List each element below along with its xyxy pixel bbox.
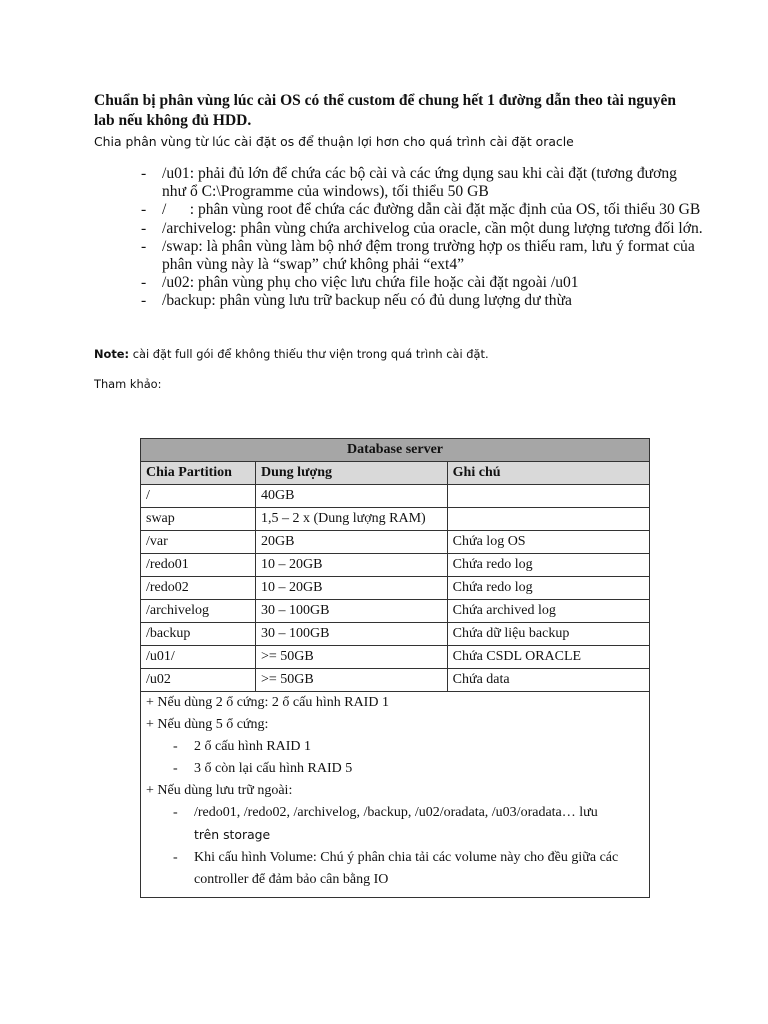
note-label: Note: [94, 347, 130, 361]
table-cell: 1,5 – 2 x (Dung lượng RAM) [256, 508, 448, 531]
table-row [141, 577, 650, 600]
list-item-text: /redo01, /redo02, /archivelog, /backup, /u02/oradata, /u03/oradata… lưu [194, 805, 598, 820]
partition-bullet-list [94, 165, 704, 311]
table-row [141, 554, 650, 577]
list-item: - 3 ổ còn lại cấu hình RAID 5 [173, 761, 353, 776]
list-item-text: 2 ổ cấu hình RAID 1 [194, 739, 312, 754]
raid-note-5-disks: + Nếu dùng 5 ổ cứng: [146, 717, 269, 732]
table-notes-row [141, 692, 650, 898]
note-text: cài đặt full gói để không thiếu thư viện trong quá trình cài đặt. [129, 347, 489, 361]
list-item: - / : phân vùng root để chứa các đường dẫn cài đặt mặc định của OS, tối thiểu 30 GB [141, 201, 701, 219]
table-cell: /backup [141, 623, 256, 646]
install-note [94, 346, 714, 362]
column-header: Dung lượng [256, 462, 448, 485]
list-item-text: /backup: phân vùng lưu trữ backup nếu có đủ dung lượng dư thừa [162, 292, 572, 310]
table-cell: /u02 [141, 669, 256, 692]
database-server-table [140, 438, 650, 898]
table-cell: /var [141, 531, 256, 554]
list-item: - /archivelog: phân vùng chứa archivelog của oracle, cần một dung lượng tương đối lớn. [141, 219, 703, 237]
table-cell: 10 – 20GB [256, 554, 448, 577]
table-cell: 40GB [256, 485, 448, 508]
table-cell: swap [141, 508, 256, 531]
list-item: - /redo01, /redo02, /archivelog, /backup, /u02/oradata, /u03/oradata… lưu trên storage [173, 805, 598, 842]
external-storage-note: + Nếu dùng lưu trữ ngoài: [146, 783, 293, 798]
list-item: - /backup: phân vùng lưu trữ backup nếu có đủ dung lượng dư thừa [141, 292, 572, 310]
list-item-text: /swap: là phân vùng làm bộ nhớ đệm trong trường hợp os thiếu ram, lưu ý format của phân vùng này là “swap” chứ không phải “ext4” [162, 237, 695, 274]
table-cell: Chứa archived log [447, 600, 649, 623]
table-cell: 10 – 20GB [256, 577, 448, 600]
storage-notes [141, 692, 650, 898]
list-item: - /u01: phải đủ lớn để chứa các bộ cài và các ứng dụng sau khi cài đặt (tương đương như ổ C:\Programme của windows), tối thiểu 50 GB [141, 165, 677, 201]
table-row [141, 508, 650, 531]
table-cell: /redo02 [141, 577, 256, 600]
list-item-text: Khi cấu hình Volume: Chú ý phân chia tải các volume này cho đều giữa các controller để đảm bảo cân bằng IO [194, 850, 619, 887]
table-cell: Chứa dữ liệu backup [447, 623, 649, 646]
table-cell: 30 – 100GB [256, 623, 448, 646]
table-cell: /redo01 [141, 554, 256, 577]
table-cell: Chứa redo log [447, 554, 649, 577]
column-header: Chia Partition [141, 462, 256, 485]
table-title: Database server [141, 439, 650, 462]
table-cell: >= 50GB [256, 646, 448, 669]
column-header: Ghi chú [447, 462, 649, 485]
table-cell: Chứa log OS [447, 531, 649, 554]
table-cell: /archivelog [141, 600, 256, 623]
table-row [141, 600, 650, 623]
table-row [141, 623, 650, 646]
document-heading: Chuẩn bị phân vùng lúc cài OS có thể custom để chung hết 1 đường dẫn theo tài nguyên lab nếu không đủ HDD. [94, 92, 677, 129]
list-item-text: / : phân vùng root để chứa các đường dẫn cài đặt mặc định của OS, tối thiểu 30 GB [162, 201, 701, 219]
document-subheading: Chia phân vùng từ lúc cài đặt os để thuận lợi hơn cho quá trình cài đặt oracle [94, 134, 574, 149]
table-cell [447, 485, 649, 508]
table-cell: /u01/ [141, 646, 256, 669]
list-item-text: /u02: phân vùng phụ cho việc lưu chứa file hoặc cài đặt ngoài /u01 [162, 274, 579, 292]
table-cell: / [141, 485, 256, 508]
list-item: - /swap: là phân vùng làm bộ nhớ đệm trong trường hợp os thiếu ram, lưu ý format của phân vùng này là “swap” chứ không phải “ext4” [141, 237, 695, 274]
table-cell [447, 508, 649, 531]
table-row [141, 485, 650, 508]
table-cell: Chứa data [447, 669, 649, 692]
table-cell: 30 – 100GB [256, 600, 448, 623]
table-row [141, 646, 650, 669]
reference-label: Tham khảo: [94, 377, 162, 391]
table-row [141, 531, 650, 554]
list-item-text: /archivelog: phân vùng chứa archivelog của oracle, cần một dung lượng tương đối lớn. [162, 219, 703, 237]
table-title-row [141, 439, 650, 462]
table-cell: Chứa redo log [447, 577, 649, 600]
raid-note-2-disks: + Nếu dùng 2 ổ cứng: 2 ổ cấu hình RAID 1 [146, 695, 389, 710]
table-cell: Chứa CSDL ORACLE [447, 646, 649, 669]
list-item: - Khi cấu hình Volume: Chú ý phân chia tải các volume này cho đều giữa các controller để đảm bảo cân bằng IO [173, 850, 619, 887]
list-item-text: 3 ổ còn lại cấu hình RAID 5 [194, 761, 353, 776]
table-cell: 20GB [256, 531, 448, 554]
list-item-text: /u01: phải đủ lớn để chứa các bộ cài và các ứng dụng sau khi cài đặt (tương đương như ổ C:\Programme của windows), tối thiểu 50 GB [162, 165, 677, 201]
list-item: - /u02: phân vùng phụ cho việc lưu chứa file hoặc cài đặt ngoài /u01 [141, 274, 579, 292]
table-row [141, 669, 650, 692]
list-item-text: trên storage [194, 827, 271, 842]
table-header-row [141, 462, 650, 485]
list-item: - 2 ổ cấu hình RAID 1 [173, 739, 312, 754]
table-cell: >= 50GB [256, 669, 448, 692]
